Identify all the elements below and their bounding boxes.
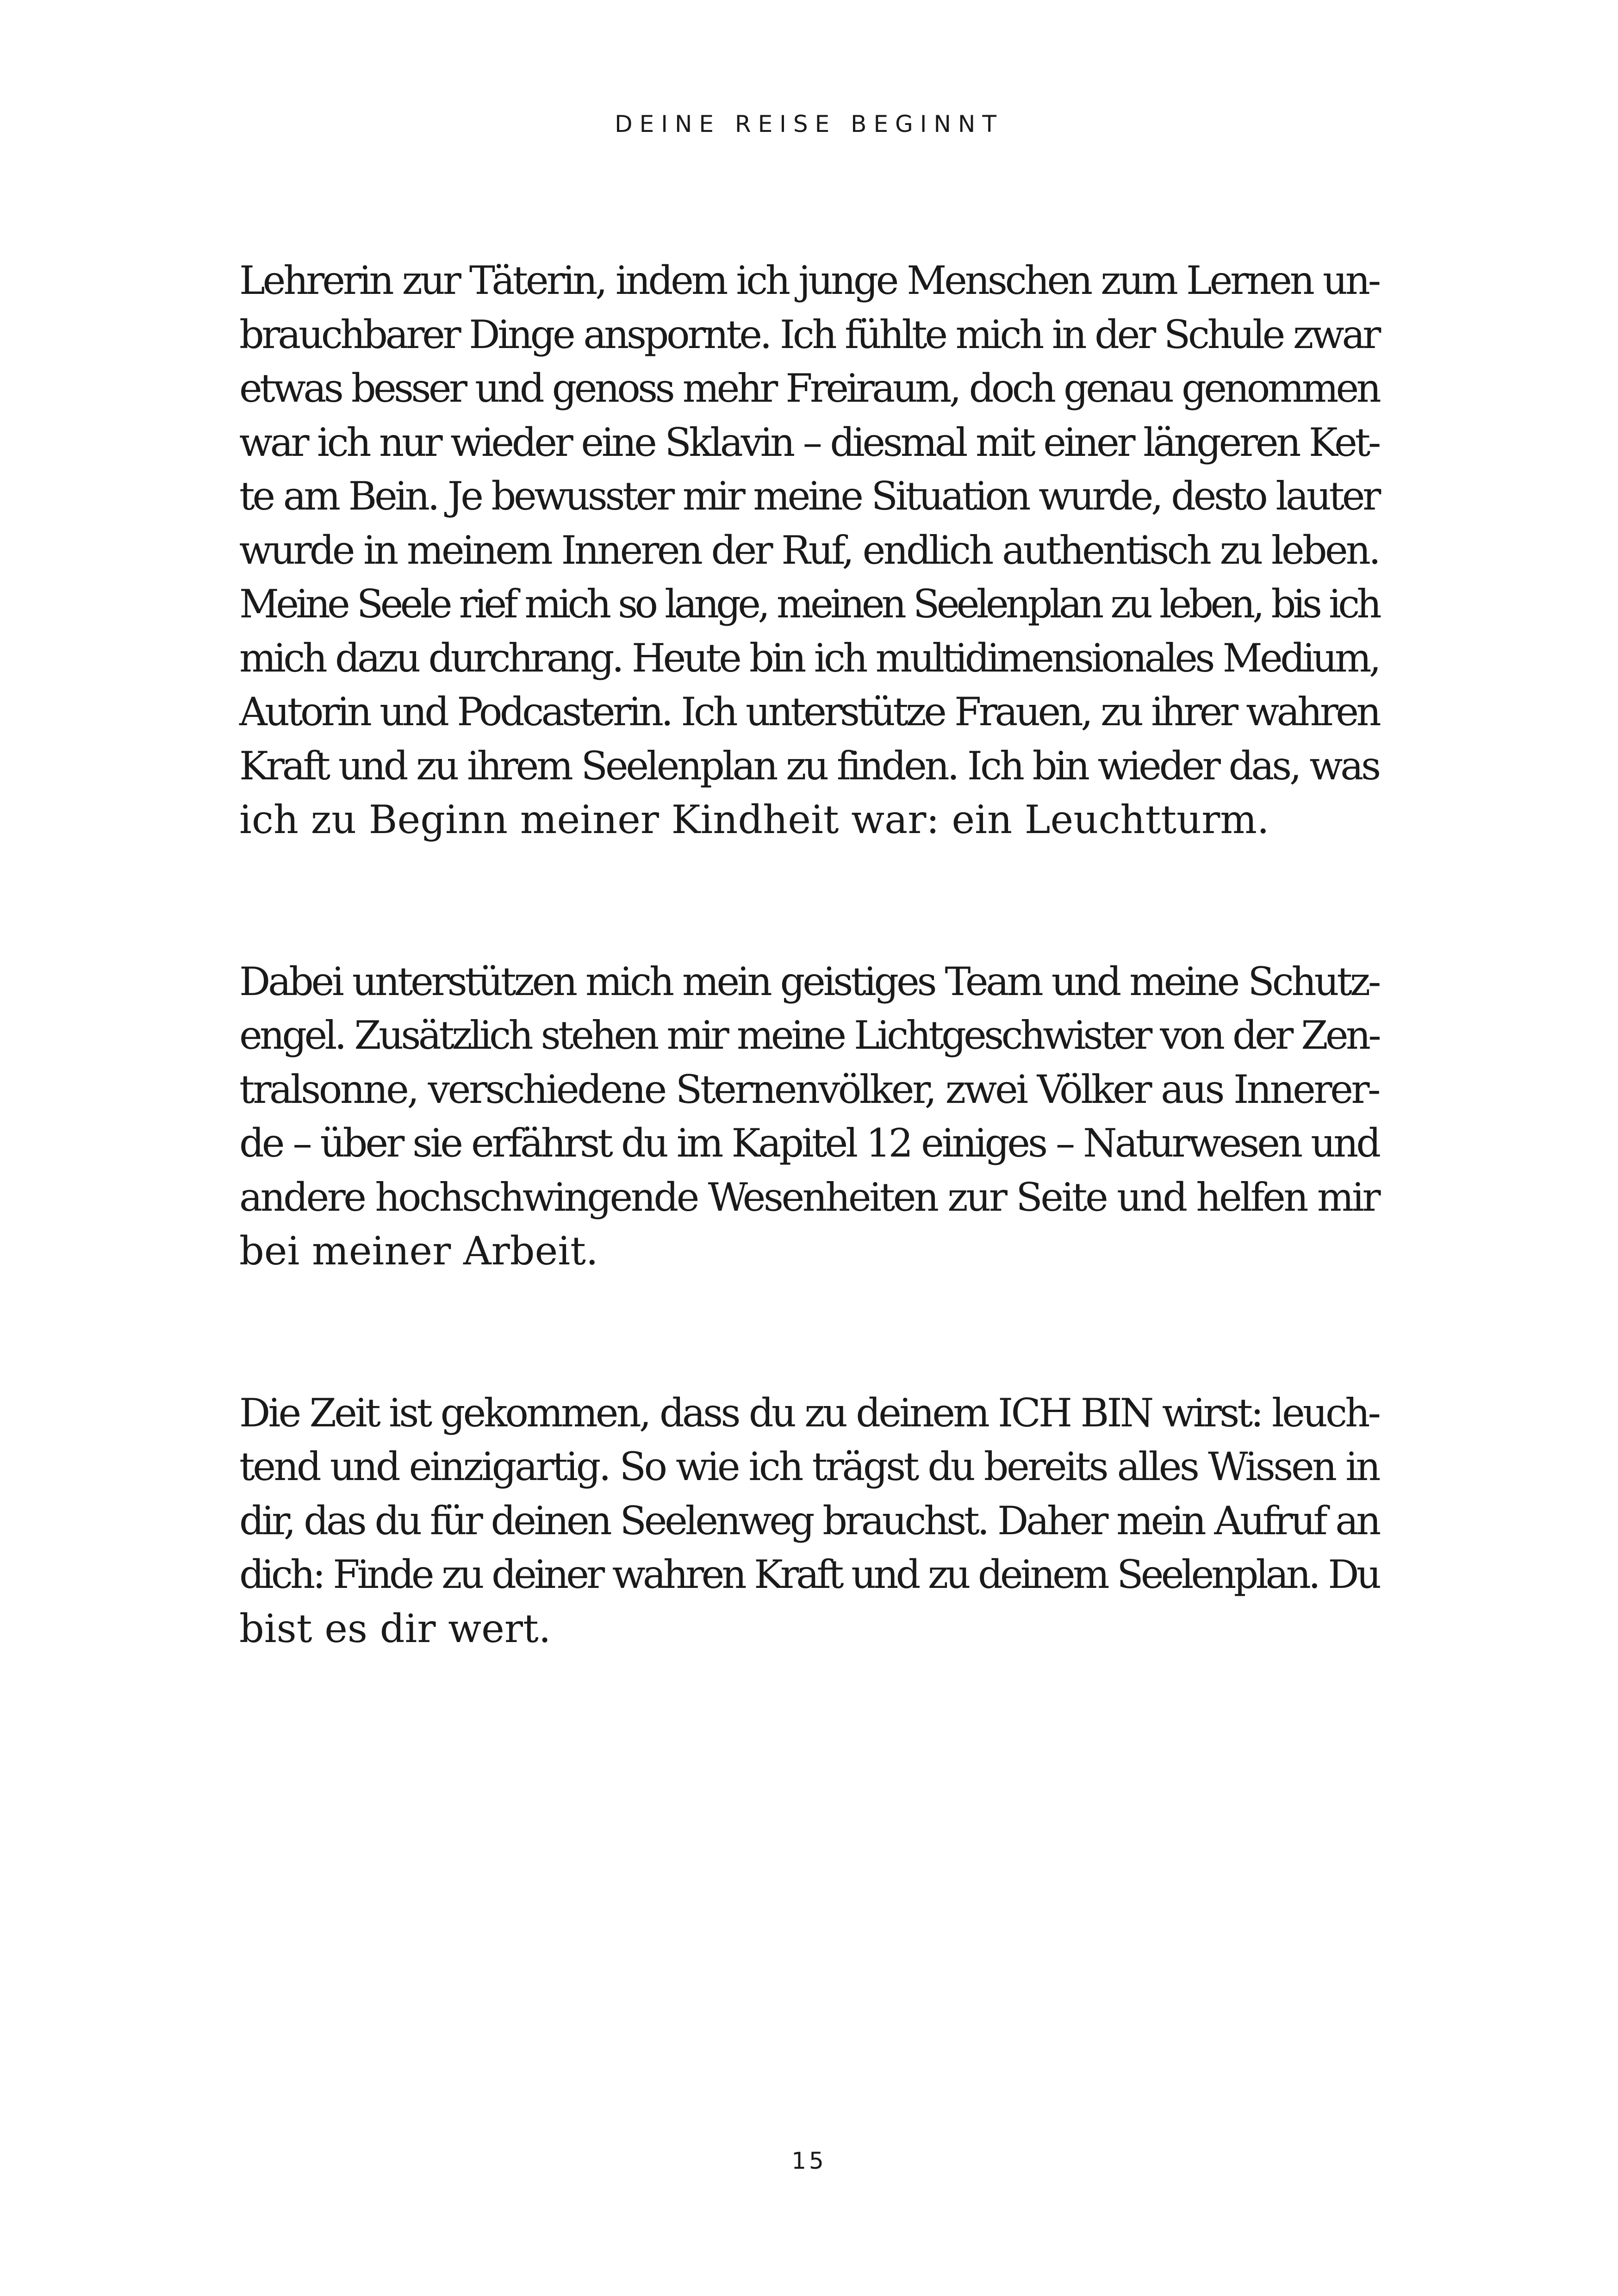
text-line: Meine Seele rief mich so lange, meinen Seelenplan zu leben, bis ich (239, 581, 1379, 627)
body-text (239, 254, 1379, 1655)
text-line: Dabei unterstützen mich mein geistiges Team und meine Schutz- (239, 958, 1379, 1004)
paragraph-spacer (239, 1278, 1379, 1386)
paragraph (239, 955, 1379, 1278)
text-line: andere hochschwingende Wesenheiten zur Seite und helfen mir (239, 1174, 1379, 1220)
text-line: mich dazu durchrang. Heute bin ich multidimensionales Medium, (239, 635, 1379, 681)
text-line: te am Bein. Je bewusster mir meine Situation wurde, desto lauter (239, 473, 1379, 519)
paragraph (239, 254, 1379, 847)
page-number: 15 (791, 2147, 827, 2174)
text-line: ich zu Beginn meiner Kindheit war: ein Leuchtturm. (239, 797, 1270, 842)
text-line: tend und einzigartig. So wie ich trägst du bereits alles Wissen in (239, 1444, 1379, 1489)
text-line: wurde in meinem Inneren der Ruf, endlich authentisch zu leben. (239, 527, 1379, 573)
text-line: engel. Zusätzlich stehen mir meine Lichtgeschwister von der Zen- (239, 1013, 1379, 1058)
paragraph-spacer (239, 847, 1379, 955)
text-line: brauchbarer Dinge anspornte. Ich fühlte mich in der Schule zwar (239, 311, 1379, 357)
text-line: dir, das du für deinen Seelenweg brauchst. Daher mein Aufruf an (239, 1498, 1379, 1543)
text-line: bist es dir wert. (239, 1605, 551, 1651)
text-line: bei meiner Arbeit. (239, 1228, 598, 1274)
text-line: tralsonne, verschiedene Sternenvölker, zwei Völker aus Innerer- (239, 1066, 1379, 1112)
text-line: war ich nur wieder eine Sklavin – diesmal mit einer längeren Ket- (239, 419, 1379, 465)
paragraph (239, 1386, 1379, 1656)
text-line: Autorin und Podcasterin. Ich unterstütze Frauen, zu ihrer wahren (239, 689, 1379, 734)
text-line: Kraft und zu ihrem Seelenplan zu finden. Ich bin wieder das, was (239, 743, 1379, 789)
running-head: DEINE REISE BEGINNT (615, 111, 1003, 137)
text-line: de – über sie erfährst du im Kapitel 12 einiges – Naturwesen und (239, 1120, 1379, 1166)
text-line: etwas besser und genoss mehr Freiraum, doch genau genommen (239, 366, 1379, 411)
text-line: Lehrerin zur Täterin, indem ich junge Menschen zum Lernen un- (239, 258, 1379, 303)
text-line: Die Zeit ist gekommen, dass du zu deinem ICH BIN wirst: leuch- (239, 1390, 1379, 1436)
text-line: dich: Finde zu deiner wahren Kraft und zu deinem Seelenplan. Du (239, 1552, 1379, 1597)
